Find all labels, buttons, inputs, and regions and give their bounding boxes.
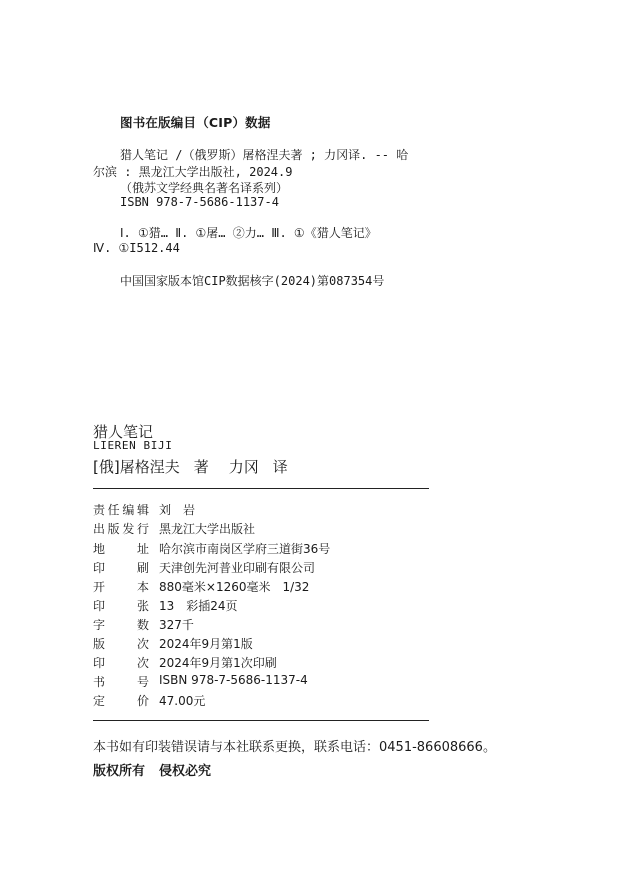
info-value: 天津创先河普业印刷有限公司 (159, 561, 316, 575)
book-title-pinyin: LIEREN BIJI (93, 439, 173, 452)
info-label: 责 任 编 辑 (93, 503, 149, 517)
info-label: 出 版 发 行 (93, 522, 149, 536)
translator-role: 译 (272, 458, 288, 476)
info-label: 定 价 (93, 694, 149, 708)
author-name: [俄]屠格涅夫 (93, 458, 180, 476)
author-role: 著 (193, 458, 209, 476)
info-value: 327千 (159, 618, 194, 632)
cip-classification-line-1: Ⅰ. ①猎… Ⅱ. ①屠… ②力… Ⅲ. ①《猎人笔记》 (120, 226, 377, 240)
info-label: 版 次 (93, 637, 149, 651)
info-value: 13 彩插24页 (159, 599, 238, 613)
info-value: 47.00元 (159, 694, 206, 708)
info-value: 2024年9月第1版 (159, 637, 253, 651)
info-value: 2024年9月第1次印刷 (159, 656, 277, 670)
info-label: 字 数 (93, 618, 149, 632)
info-label: 开 本 (93, 580, 149, 594)
book-title: 猎人笔记 (93, 423, 154, 441)
divider-bottom (93, 720, 429, 721)
cip-heading: 图书在版编目（CIP）数据 (120, 115, 271, 130)
cip-record-line-1: 猎人笔记 /（俄罗斯）屠格涅夫著 ; 力冈译. -- 哈 (120, 148, 409, 162)
info-label: 地 址 (93, 542, 149, 556)
info-value: 黑龙江大学出版社 (159, 522, 256, 536)
info-value: 哈尔滨市南岗区学府三道街36号 (159, 542, 331, 556)
cip-record-line-2: 尔滨 : 黑龙江大学出版社, 2024.9 (93, 165, 293, 179)
book-credits (93, 456, 288, 477)
info-label: 印 次 (93, 656, 149, 670)
info-value: 880毫米×1260毫米 1/32 (159, 580, 310, 594)
cip-catalog-number-line: 中国国家版本馆CIP数据核字(2024)第087354号 (120, 274, 385, 288)
cip-classification-line-2: Ⅳ. ①I512.44 (93, 241, 180, 255)
info-label: 印 刷 (93, 561, 149, 575)
info-label: 印 张 (93, 599, 149, 613)
cip-series-line: （俄苏文学经典名著名译系列） (120, 181, 289, 195)
divider-top (93, 488, 429, 489)
info-label: 书 号 (93, 675, 149, 689)
translator-name: 力冈 (228, 458, 259, 476)
copyright-notice (93, 760, 211, 779)
cip-isbn-line: ISBN 978-7-5686-1137-4 (120, 195, 279, 209)
copyright-reserved: 版权所有 (93, 764, 146, 779)
info-value: 刘 岩 (159, 503, 196, 517)
replacement-notice: 本书如有印装错误请与本社联系更换，联系电话：0451-86608666。 (93, 740, 496, 755)
info-value: ISBN 978-7-5686-1137-4 (159, 673, 308, 687)
copyright-infringement: 侵权必究 (159, 764, 212, 779)
